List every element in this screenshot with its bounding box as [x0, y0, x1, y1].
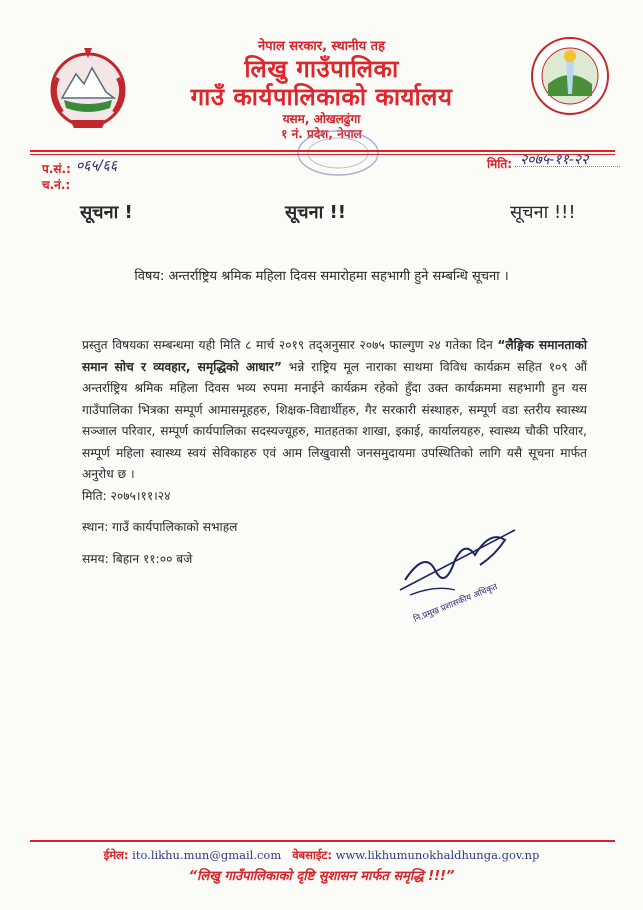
ref-number-value: ०६५/६६	[76, 158, 118, 174]
subject-line: विषय: अन्तर्राष्ट्रिय श्रमिक महिला दिवस समारोहमा सहभागी हुने सम्बन्धि सूचना ।	[134, 269, 509, 284]
office-name: गाउँ कार्यपालिकाको कार्यालय	[190, 83, 453, 111]
email-link[interactable]: ito.likhu.mun@gmail.com	[132, 848, 282, 862]
body-part-1: प्रस्तुत विषयका सम्बन्धमा यही मिति ८ मार्च २०१९ तद्अनुसार २०७५ फाल्गुण २४ गतेका दिन	[82, 338, 498, 352]
body-part-2: भन्ने राष्ट्रिय मूल नाराका साथमा विविध कार्यक्रम सहित १०९ औं अन्तर्राष्ट्रिय श्रमिक महिला दिवस भव्य रुपमा मनाईने कार्यक्रम रहेको हुँदा उक्त कार्यक्रममा सहभागी हुन यस गाउँपालिका भित्रका सम्पूर्ण आमासमूहहरु, शिक्षक-विद्यार्थीहरु, गैर सरकारी संस्थाहरु, सम्पूर्ण वडा स्तरीय स्वास्थ्य सञ्जाल परिवार, सम्पूर्ण कार्यपालिका सदस्यज्यूहरु, मातहतका शाखा, इकाई, कार्यालयहरु, स्वास्थ्य चौकी परिवार, सम्पूर्ण महिला स्वास्थ्य स्वयं सेविकाहरु एवं आम लिखुवासी जनसमुदायमा उपस्थितिको लागि यसै सूचना मार्फत अनुरोध छ ।	[82, 359, 588, 481]
notice-heading-2: सूचना !!	[285, 202, 346, 223]
footer-rule	[30, 840, 615, 842]
slogan-highlight: “लैङ्गिक समानताको समान सोच र व्यवहार, समृद्धिको आधार”	[82, 338, 587, 374]
registration-stamp	[295, 128, 381, 178]
website-label: वेबसाईट:	[292, 848, 332, 862]
signatory-title: नि.प्रमुख प्रशासकीय अधिकृत	[412, 582, 500, 625]
footer-slogan: “लिखु गाउँपालिकाको दृष्टि सुशासन मार्फत समृद्धि !!!”	[188, 869, 455, 884]
date-underline	[515, 166, 620, 167]
dispatch-number-label: च.नं.:	[42, 178, 71, 192]
government-line: नेपाल सरकार, स्थानीय तह	[258, 39, 385, 54]
notice-heading-3: सूचना !!!	[510, 202, 576, 223]
signature	[395, 510, 530, 630]
notice-body	[82, 335, 587, 486]
website-link[interactable]: www.likhumunokhaldhunga.gov.np	[335, 848, 540, 862]
date-value: २०७५-११-२२	[520, 152, 589, 168]
date-label: मिति:	[487, 157, 513, 171]
event-venue: स्थान: गाउँ कार्यपालिकाको सभाहल	[82, 520, 238, 534]
municipality-name: लिखु गाउँपालिका	[244, 55, 399, 83]
email-label: ईमेल:	[103, 848, 129, 862]
ref-number-label: प.सं.:	[42, 162, 71, 176]
address-line: यसम, ओखलढुंगा	[282, 112, 361, 126]
province-line: १ नं. प्रदेश, नेपाल	[281, 127, 362, 141]
event-date: मिति: २०७५।११।२४	[82, 489, 171, 503]
contact-line	[0, 848, 643, 863]
notice-heading-1: सूचना !	[80, 202, 133, 223]
event-time: समय: बिहान ११:०० बजे	[82, 552, 193, 566]
